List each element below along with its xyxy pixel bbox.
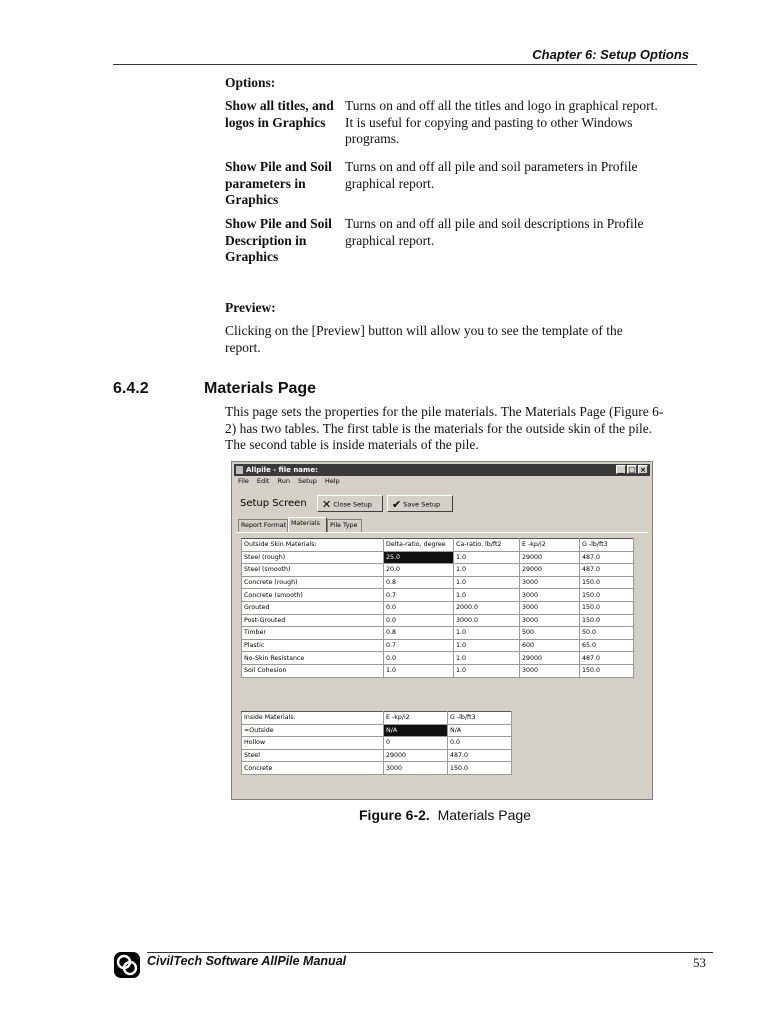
table-row — [242, 737, 512, 750]
options-heading: Options: — [225, 75, 276, 90]
menu-run[interactable]: Run — [277, 477, 290, 485]
value-cell[interactable]: 3000 — [520, 601, 580, 614]
civiltech-logo — [114, 952, 140, 978]
value-cell[interactable]: 29000 — [520, 652, 580, 665]
option-description: Turns on and off all the titles and logo in graphical report. It is useful for copying and pasting to other Windows programs. — [345, 98, 658, 146]
figure-label: Figure 6-2. — [359, 807, 430, 823]
table-row — [242, 551, 634, 564]
value-cell[interactable]: 1.0 — [454, 639, 520, 652]
maximize-button[interactable]: □ — [628, 466, 636, 474]
close-setup-button[interactable] — [317, 495, 383, 512]
materials-page-screenshot — [231, 461, 653, 800]
value-cell[interactable]: 500 — [520, 627, 580, 640]
value-cell[interactable]: 0.0 — [384, 601, 454, 614]
chapter-title: Chapter 6: Setup Options — [532, 47, 689, 62]
column-header: G -lb/ft3 — [580, 539, 634, 552]
value-cell[interactable]: 0.0 — [384, 652, 454, 665]
table-row — [242, 652, 634, 665]
column-header: E -kp/i2 — [384, 712, 448, 725]
value-cell[interactable]: 150.0 — [580, 601, 634, 614]
material-name-cell: =Outside — [242, 724, 384, 737]
table-row — [242, 564, 634, 577]
value-cell[interactable]: 0 — [384, 737, 448, 750]
value-cell[interactable]: 3000 — [520, 589, 580, 602]
value-cell[interactable]: 50.0 — [580, 627, 634, 640]
close-window-button[interactable]: × — [638, 465, 648, 474]
materials-tab-panel — [236, 532, 648, 797]
menu-help[interactable]: Help — [324, 477, 340, 485]
option-term: Show Pile and Soil parameters in Graphics — [225, 159, 332, 207]
value-cell[interactable]: 0.8 — [384, 576, 454, 589]
table-row — [242, 589, 634, 602]
value-cell[interactable]: 487.0 — [580, 551, 634, 564]
value-cell[interactable]: 3000 — [520, 664, 580, 677]
table-row — [242, 601, 634, 614]
value-cell[interactable]: 150.0 — [580, 614, 634, 627]
save-setup-label: Save Setup — [403, 500, 441, 509]
value-cell[interactable]: 3000 — [520, 576, 580, 589]
column-header: Outside Skin Materials: — [242, 539, 384, 552]
value-cell[interactable]: 487.0 — [580, 564, 634, 577]
figure-caption — [359, 807, 531, 823]
material-name-cell: Timber — [242, 627, 384, 640]
material-name-cell: Grouted — [242, 601, 384, 614]
value-cell[interactable]: 2000.0 — [454, 601, 520, 614]
inside-materials-table — [241, 711, 512, 775]
section-title: Materials Page — [204, 380, 317, 397]
table-header-row — [242, 712, 512, 725]
value-cell[interactable]: 150.0 — [580, 576, 634, 589]
material-name-cell: Concrete (rough) — [242, 576, 384, 589]
outside-skin-table — [241, 538, 634, 678]
value-cell[interactable]: 1.0 — [454, 551, 520, 564]
preview-heading: Preview: — [225, 300, 276, 315]
app-icon — [236, 466, 243, 474]
value-cell[interactable]: 3000 — [384, 762, 448, 775]
value-cell[interactable]: 29000 — [384, 749, 448, 762]
option-term: Show Pile and Soil Description in Graphics — [225, 216, 332, 264]
material-name-cell: Concrete — [242, 762, 384, 775]
material-name-cell: Steel — [242, 749, 384, 762]
value-cell[interactable]: N/A — [448, 724, 512, 737]
value-cell[interactable]: 1.0 — [454, 576, 520, 589]
section-body: This page sets the properties for the pile materials. The Materials Page (Figure 6-2) has two tables. The first table is the materials for the outside skin of the pile. The second table is inside materials of the pile. — [225, 404, 664, 452]
table-row — [242, 639, 634, 652]
running-head — [113, 46, 697, 65]
value-cell[interactable]: 0.7 — [384, 639, 454, 652]
setup-screen-label: Setup Screen — [240, 498, 307, 509]
check-mark-icon: ✔ — [392, 498, 402, 511]
material-name-cell: Post-Grouted — [242, 614, 384, 627]
value-cell[interactable]: 0.8 — [384, 627, 454, 640]
menu-bar — [238, 477, 340, 485]
value-cell[interactable]: 1.0 — [454, 664, 520, 677]
column-header: Delta-ratio, degree — [384, 539, 454, 552]
table-row — [242, 627, 634, 640]
value-cell[interactable]: 1.0 — [454, 652, 520, 665]
option-term: Show all titles, and logos in Graphics — [225, 98, 334, 130]
material-name-cell: Steel (smooth) — [242, 564, 384, 577]
menu-edit[interactable]: Edit — [256, 477, 270, 485]
column-header: E -kp/i2 — [520, 539, 580, 552]
section-number: 6.4.2 — [113, 380, 149, 397]
table-row — [242, 614, 634, 627]
close-setup-label: Close Setup — [333, 500, 372, 509]
table-row — [242, 749, 512, 762]
table-header-row — [242, 539, 634, 552]
value-cell[interactable]: 20.0 — [384, 564, 454, 577]
minimize-button[interactable]: _ — [616, 465, 626, 474]
value-cell[interactable]: 487.0 — [580, 652, 634, 665]
value-cell[interactable]: 0.7 — [384, 589, 454, 602]
menu-file[interactable]: File — [238, 477, 249, 485]
value-cell[interactable]: 487.0 — [448, 749, 512, 762]
footer-rule — [147, 952, 713, 953]
value-cell[interactable]: N/A — [384, 724, 448, 737]
option-description: Turns on and off all pile and soil parameters in Profile graphical report. — [345, 159, 638, 191]
value-cell[interactable]: 1.0 — [454, 589, 520, 602]
material-name-cell: No-Skin Resistance — [242, 652, 384, 665]
value-cell[interactable]: 29000 — [520, 551, 580, 564]
page-number: 53 — [693, 955, 706, 970]
material-name-cell: Plastic — [242, 639, 384, 652]
column-header: Inside Materials: — [242, 712, 384, 725]
material-name-cell: Soil Cohesion — [242, 664, 384, 677]
footer-manual-title: CivilTech Software AllPile Manual — [147, 954, 347, 968]
save-setup-button[interactable] — [387, 495, 453, 512]
figure-caption-text: Materials Page — [437, 807, 531, 823]
preview-text: Clicking on the [Preview] button will allow you to see the template of the report. — [225, 323, 623, 355]
material-name-cell: Concrete (smooth) — [242, 589, 384, 602]
window-title: Allpile - file name: — [246, 466, 318, 474]
x-mark-icon: ✕ — [322, 498, 332, 511]
value-cell[interactable]: 25.0 — [384, 551, 454, 564]
value-cell[interactable]: 3000.0 — [454, 614, 520, 627]
tab-materials[interactable]: Materials — [288, 517, 327, 532]
tab-report-format[interactable]: Report Format — [238, 519, 288, 532]
value-cell[interactable]: 65.0 — [580, 639, 634, 652]
value-cell[interactable]: 0.0 — [384, 614, 454, 627]
value-cell[interactable]: 150.0 — [448, 762, 512, 775]
value-cell[interactable]: 1.0 — [454, 627, 520, 640]
value-cell[interactable]: 3000 — [520, 614, 580, 627]
value-cell[interactable]: 0.0 — [448, 737, 512, 750]
table-row — [242, 762, 512, 775]
table-row — [242, 664, 634, 677]
window-title-bar — [234, 464, 650, 476]
material-name-cell: Hollow — [242, 737, 384, 750]
value-cell[interactable]: 29000 — [520, 564, 580, 577]
material-name-cell: Steel (rough) — [242, 551, 384, 564]
column-header: G -lb/ft3 — [448, 712, 512, 725]
table-row — [242, 576, 634, 589]
value-cell[interactable]: 1.0 — [384, 664, 454, 677]
value-cell[interactable]: 150.0 — [580, 664, 634, 677]
value-cell[interactable]: 1.0 — [454, 564, 520, 577]
column-header: Ca-ratio, lb/ft2 — [454, 539, 520, 552]
menu-setup[interactable]: Setup — [297, 477, 317, 485]
value-cell[interactable]: 600 — [520, 639, 580, 652]
tab-pile-type[interactable]: Pile Type — [327, 519, 362, 532]
option-description: Turns on and off all pile and soil descriptions in Profile graphical report. — [345, 216, 644, 248]
table-row — [242, 724, 512, 737]
value-cell[interactable]: 150.0 — [580, 589, 634, 602]
